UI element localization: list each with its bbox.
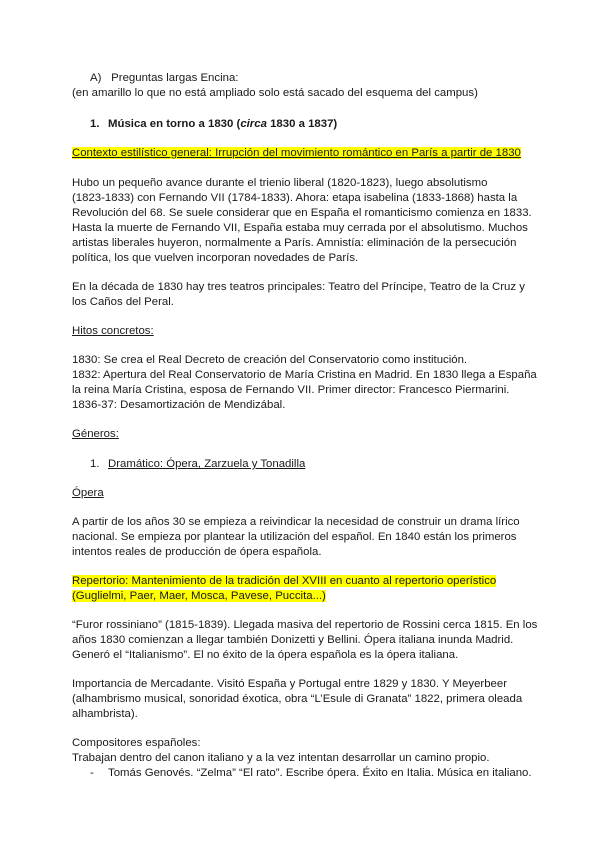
opera-title: Ópera <box>72 487 104 499</box>
compositores-title: Compositores españoles: <box>72 737 201 749</box>
document-page: A) Preguntas largas Encina: (en amarillo lo que no está ampliado solo está sacado del esquema del campus) 1. Música en torno a 1830 (circa 1830 a 1837) Contexto estilístico general: Irrupción del movimiento romántico en París a partir de 1830 Hubo un pequeño avance durante el trienio liberal (1820-1823), luego absolutismo (1823-1833) con Fernando VII (1784-1833). Ahora: etapa isabelina (1833-1868) hasta la Revolución del 68. Se suele considerar que en España el romanticismo comienza en 1833. Hasta la muerte de Fernando VII, España estaba muy cerrada por el absolutismo. Muchos artistas liberales huyeron, normalmente a París. Amnistía: eliminación de la persecución política, los que vuelven incorporan novedades de París. En la década de 1830 hay tres teatros principales: Teatro del Príncipe, Teatro de la Cruz y los Caños del Peral. Hitos concretos: 1830: Se crea el Real Decreto de creación del Conservatorio como institución. 1832: Apertura del Real Conservatorio de María Cristina en Madrid. En 1830 llega a España la reina María Cristina, esposa de Fernando VII. Primer director: Francesco Piermarini. 1836-37: Desamortización de Mendizábal. Géneros: 1. Dramático: Ópera, Zarzuela y Tonadilla Ópera A partir de los años 30 se empieza a reivindicar la necesidad de construir un drama lírico nacional. Se empieza por plantear la utilización del español. En 1840 están los primeros intentos reales de producción de ópera española. Repertorio: Mantenimiento de la tradición del XVIII en cuanto al repertorio operístico (Guglielmi, Paer, Maer, Mosca, Pavese, Puccita...) “Furor rossiniano” (1815-1839). Llegada masiva del repertorio de Rossini cerca 1815. En los años 1830 comienzan a llegar también Donizetti y Bellini. Ópera italiana inunda Madrid. Generó el “Italianismo”. El no éxito de la ópera española es la ópera italiana. Importancia de Mercadante. Visitó España y Portugal entre 1829 y 1830. Y Meyerbeer (alhambrismo musical, sonoridad éxotica, obra “L’Esule di Granata” 1822, primera oleada alhambrista). Compositores españoles: Trabajan dentro del canon italiano y a la vez intentan desarrollar un camino propio. - Tomás Genovés. “Zelma” “El rato”. Escribe ópera. Éxito en Italia. Música en italiano. <box>72 72 538 779</box>
section-a-heading: A) Preguntas largas Encina: <box>90 72 239 84</box>
generos-title: Géneros: <box>72 428 119 440</box>
hitos-title: Hitos concretos: <box>72 325 154 337</box>
list-item: - Tomás Genovés. “Zelma” “El rato”. Escribe ópera. Éxito en Italia. Música en italiano. <box>90 767 532 779</box>
context-title: Contexto estilístico general: Irrupción del movimiento romántico en París a partir de 1830 <box>72 147 521 159</box>
heading-music-1830: 1. Música en torno a 1830 (circa 1830 a 1837) <box>90 118 338 130</box>
genero-dramatico: 1. Dramático: Ópera, Zarzuela y Tonadilla <box>90 458 306 470</box>
note: (en amarillo lo que no está ampliado solo está sacado del esquema del campus) <box>72 87 478 99</box>
compositores-intro: Trabajan dentro del canon italiano y a la vez intentan desarrollar un camino propio. <box>72 752 490 764</box>
